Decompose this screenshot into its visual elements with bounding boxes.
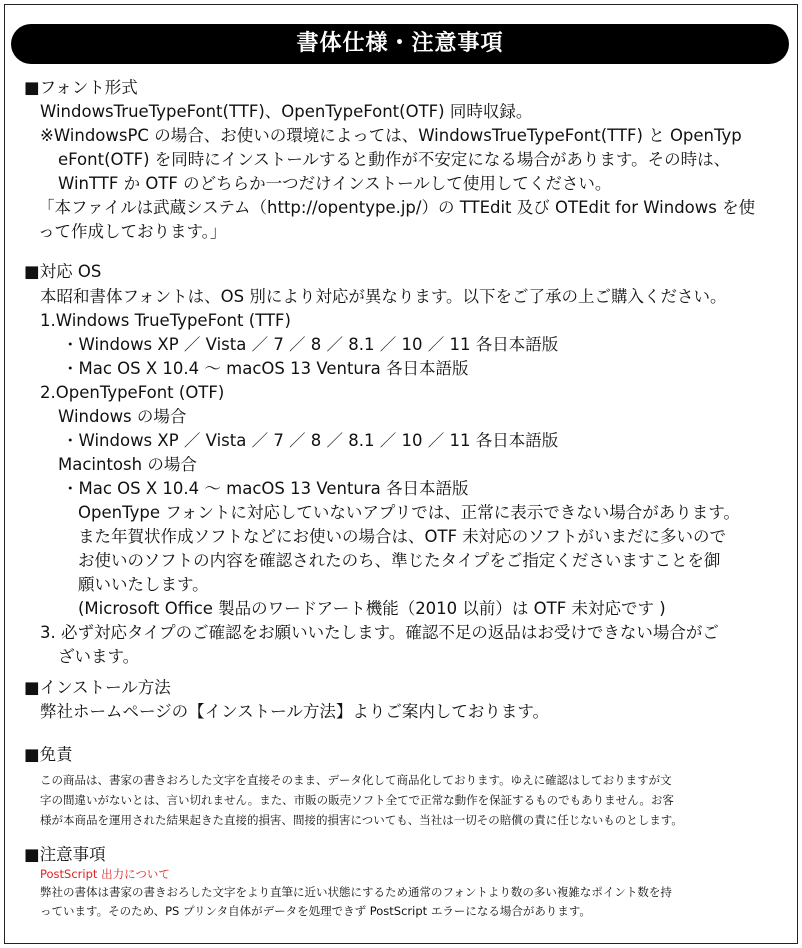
text-line: 2.OpenTypeFont (OTF) xyxy=(40,383,225,402)
text-line: OpenType フォントに対応していないアプリでは、正常に表示できない場合があります。 xyxy=(78,503,740,522)
text-line: 本昭和書体フォントは、OS 別により対応が異なります。以下をご了承の上ご購入ください。 xyxy=(40,287,727,306)
text-line: 3. 必ず対応タイプのご確認をお願いいたします。確認不足の返品はお受けできない場合がご xyxy=(40,623,719,642)
text-line: お使いのソフトの内容を確認されたのち、準じたタイプをご指定くださいますことを御 xyxy=(78,551,721,570)
section-heading-disclaimer: ■免責 xyxy=(24,745,73,764)
text-line: ・Mac OS X 10.4 〜 macOS 13 Ventura 各日本語版 xyxy=(62,479,469,498)
text-line: 弊社の書体は書家の書きおろした文字をより直筆に近い状態にするため通常のフォントより数の多い複雑なポイント数を持 xyxy=(40,885,672,899)
text-line: って作成しております。」 xyxy=(38,222,227,241)
text-line: ・Windows XP ／ Vista ／ 7 ／ 8 ／ 8.1 ／ 10 ／ 11 各日本語版 xyxy=(62,335,559,354)
page-title: 書体仕様・注意事項 xyxy=(11,24,789,64)
caution-subheading: PostScript 出力について xyxy=(40,867,170,881)
text-line: ざいます。 xyxy=(58,647,140,666)
text-line: (Microsoft Office 製品のワードアート機能（2010 以前）は OTF 未対応です ) xyxy=(78,599,666,618)
text-line: ・Mac OS X 10.4 〜 macOS 13 Ventura 各日本語版 xyxy=(62,359,469,378)
text-line: 様が本商品を運用された結果起きた直接的損害、間接的損害についても、当社は一切その賠償の責に任じないものとします。 xyxy=(40,813,683,827)
text-line: 字の間違いがないとは、言い切れません。また、市販の販売ソフト全てで正常な動作を保証するものでもありません。お客 xyxy=(40,793,674,807)
section-heading-install: ■インストール方法 xyxy=(24,678,171,697)
text-line: っています。そのため、PS プリンタ自体がデータを処理できず PostScript エラーになる場合があります。 xyxy=(40,904,591,918)
text-line: WindowsTrueTypeFont(TTF)、OpenTypeFont(OTF) 同時収録。 xyxy=(40,102,533,121)
text-line: Macintosh の場合 xyxy=(58,455,197,474)
text-line: Windows の場合 xyxy=(58,407,187,426)
text-line: 願いいたします。 xyxy=(78,575,209,594)
text-line: ・Windows XP ／ Vista ／ 7 ／ 8 ／ 8.1 ／ 10 ／ 11 各日本語版 xyxy=(62,431,559,450)
section-heading-caution: ■注意事項 xyxy=(24,845,106,864)
text-line: また年賀状作成ソフトなどにお使いの場合は、OTF 未対応のソフトがいまだに多いので xyxy=(78,527,726,546)
text-line: 1.Windows TrueTypeFont (TTF) xyxy=(40,311,291,330)
section-heading-os: ■対応 OS xyxy=(24,262,102,281)
text-line: この商品は、書家の書きおろした文字を直接そのまま、データ化して商品化しております。ゆえに確認はしておりますが文 xyxy=(40,773,672,787)
text-line: eFont(OTF) を同時にインストールすると動作が不安定になる場合があります。その時は、 xyxy=(58,150,731,169)
text-line: 「本ファイルは武蔵システム（http://opentype.jp/）の TTEdit 及び OTEdit for Windows を使 xyxy=(38,198,756,217)
section-heading-font-format: ■フォント形式 xyxy=(24,78,138,97)
text-line: 弊社ホームページの【インストール方法】よりご案内しております。 xyxy=(40,702,550,721)
text-line: ※WindowsPC の場合、お使いの環境によっては、WindowsTrueTypeFont(TTF) と OpenTyp xyxy=(40,126,742,145)
text-line: WinTTF か OTF のどちらか一つだけインストールして使用してください。 xyxy=(58,174,612,193)
